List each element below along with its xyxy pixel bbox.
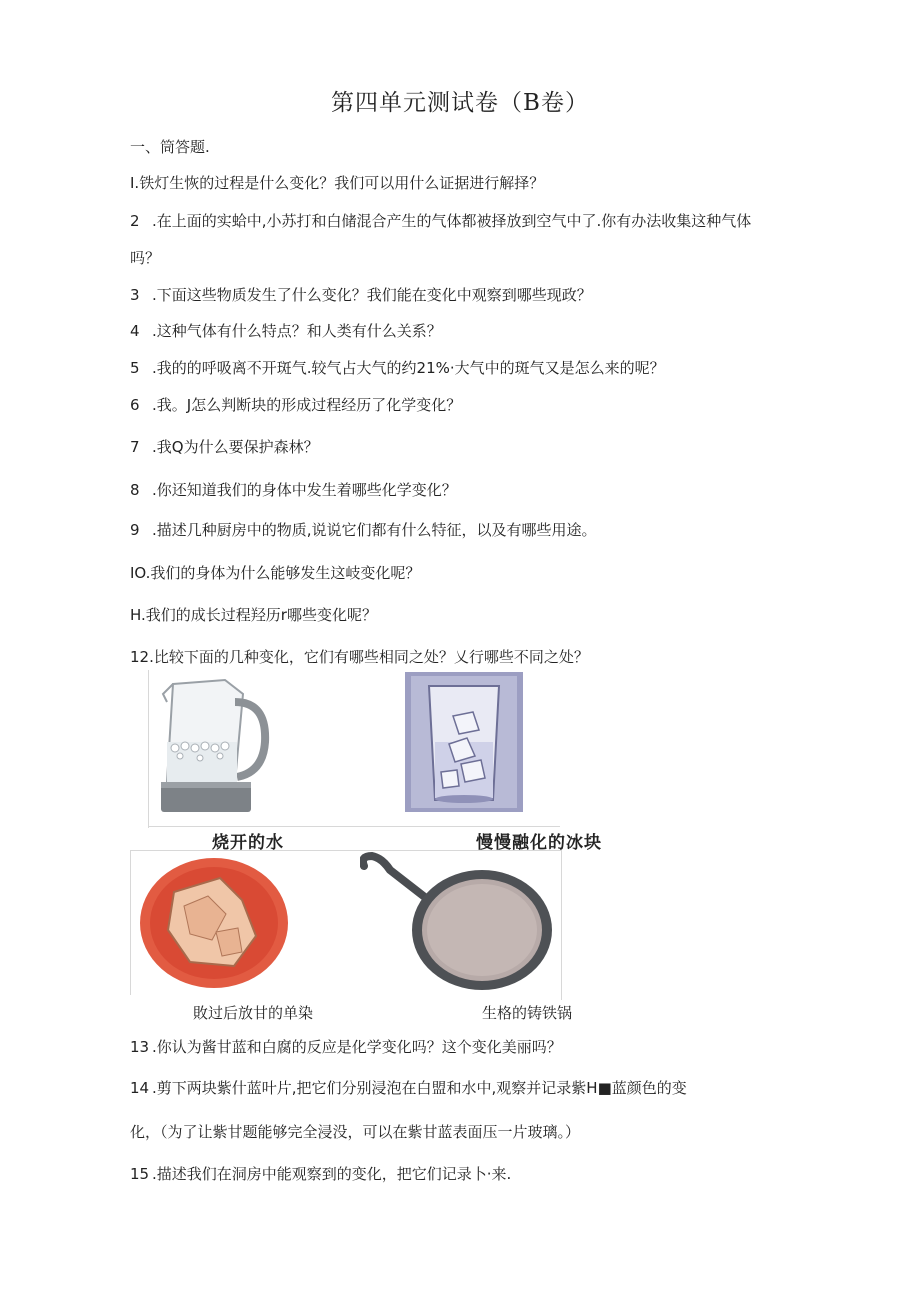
question-1 bbox=[130, 174, 544, 192]
question-14-continued: 化，（为了让紫甘题能够完全浸没，可以在紫甘蓝表面压一片玻璃。） bbox=[130, 1123, 581, 1141]
question-number: 4 bbox=[130, 322, 140, 340]
question-text: .你还知道我们的身体中发生着哪些化学变化？ bbox=[152, 481, 457, 499]
question-number: 13 bbox=[130, 1038, 150, 1056]
question-14 bbox=[130, 1079, 687, 1097]
question-number: 8 bbox=[130, 481, 140, 499]
question-text: .在上面的实蛤中,小苏打和白储混合产生的气体都被择放到空气中了.你有办法收集这种气体 bbox=[152, 212, 752, 230]
question-13 bbox=[130, 1038, 562, 1056]
question-6 bbox=[130, 396, 461, 414]
bread-caption: 敗过后放甘的单染 bbox=[193, 1004, 314, 1022]
question-8 bbox=[130, 481, 457, 499]
pan-caption: 生格的铸铁锅 bbox=[482, 1004, 573, 1022]
question-text: 我们的成长过程羟历r哪些变化呢？ bbox=[145, 606, 377, 624]
question-text: .描述我们在洞房中能观察到的变化，把它们记录卜·来. bbox=[152, 1165, 512, 1183]
figure-frame-line bbox=[148, 826, 560, 827]
page-title: 第四单元测试卷（B卷） bbox=[331, 90, 589, 116]
question-10 bbox=[130, 564, 420, 582]
ice-caption: 慢慢融化的冰块 bbox=[476, 833, 602, 853]
question-number: 6 bbox=[130, 396, 140, 414]
question-number: IO. bbox=[130, 564, 151, 582]
question-text: .你认为酱甘蓝和白腐的反应是化学变化吗？这个变化美丽吗？ bbox=[152, 1038, 562, 1056]
figure-frame-line bbox=[561, 850, 562, 1000]
question-number: 3 bbox=[130, 286, 140, 304]
question-text: .我的的呼吸离不开斑气.较气占大气的约21%·大气中的斑气又是怎么来的呢？ bbox=[152, 359, 665, 377]
question-5 bbox=[130, 359, 665, 377]
question-9 bbox=[130, 521, 597, 539]
question-number: 14 bbox=[130, 1079, 150, 1097]
kettle-caption: 烧开的水 bbox=[212, 833, 284, 853]
kettle-icon bbox=[155, 672, 270, 822]
figure-frame-line bbox=[130, 850, 131, 995]
figure-frame-line bbox=[148, 670, 149, 828]
question-2 bbox=[130, 212, 751, 230]
question-number: 12. bbox=[130, 648, 154, 666]
section-heading: 一、筒答题. bbox=[130, 138, 210, 156]
question-7 bbox=[130, 438, 319, 456]
question-2-continued: 吗？ bbox=[130, 249, 161, 267]
question-15 bbox=[130, 1165, 511, 1183]
question-text: 我们的身体为什么能够发生这岐变化呢？ bbox=[150, 564, 421, 582]
question-number: 15 bbox=[130, 1165, 150, 1183]
question-text: .剪下两块紫什蓝叶片,把它们分别浸泡在白盟和水中,观察并记录紫H■蓝颜色的变 bbox=[152, 1079, 687, 1097]
question-number: H. bbox=[130, 606, 146, 624]
question-12 bbox=[130, 648, 589, 666]
question-3 bbox=[130, 286, 592, 304]
question-text: .描述几种厨房中的物质,说说它们都有什么特征，以及有哪些用途。 bbox=[152, 521, 597, 539]
question-number: 9 bbox=[130, 521, 140, 539]
question-text: .我Q为什么要保护森林？ bbox=[152, 438, 319, 456]
question-text: .我。J怎么判断块的形成过程经历了化学变化？ bbox=[152, 396, 462, 414]
question-4 bbox=[130, 322, 442, 340]
question-number: I. bbox=[130, 174, 140, 192]
question-text: 铁灯生恢的过程是什么变化？我们可以用什么证据进行解择？ bbox=[139, 174, 545, 192]
cast-iron-pan-icon bbox=[360, 852, 556, 994]
ice-glass-icon bbox=[405, 672, 523, 812]
question-text: .这种气体有什么特点？和人类有什么关系？ bbox=[152, 322, 442, 340]
question-number: 2 bbox=[130, 212, 140, 230]
question-number: 7 bbox=[130, 438, 140, 456]
question-text: 比较下面的几种变化，它们有哪些相同之处？乂行哪些不同之处？ bbox=[153, 648, 589, 666]
question-number: 5 bbox=[130, 359, 140, 377]
question-11 bbox=[130, 606, 377, 624]
question-text: .下面这些物质发生了什么变化？我们能在变化中观察到哪些现政？ bbox=[152, 286, 592, 304]
bread-plate-icon bbox=[138, 856, 290, 990]
